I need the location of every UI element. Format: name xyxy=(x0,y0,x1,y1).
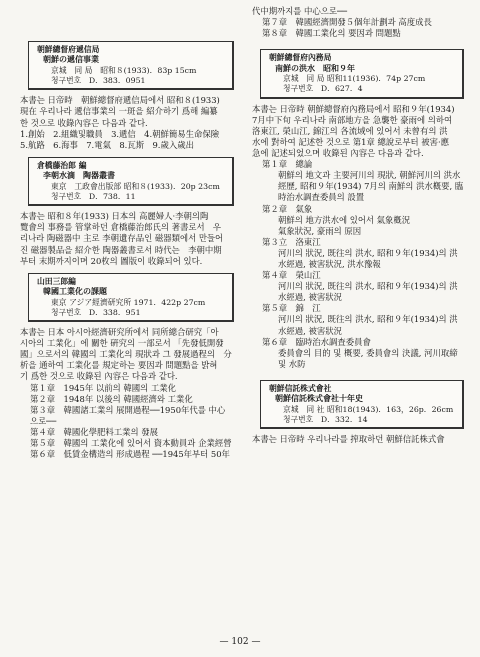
contents-item xyxy=(252,281,472,292)
entry-call-number: 청구번호 D．627．4 xyxy=(283,84,363,94)
contents-item xyxy=(20,405,242,416)
contents-continuation: 水經過, 被害狀況, 洪水豫報 xyxy=(278,258,381,269)
chapter-title: 韓國諸工業의 展開過程──1950年代를 中心 xyxy=(63,404,226,415)
chapter-title: 洛東江 xyxy=(295,236,321,247)
contents-continuation: 河川의 狀況, 既往의 洪水, 昭和９年(1934)의 洪 xyxy=(278,314,458,325)
contents-item xyxy=(20,438,242,449)
desc-line: 本書는 日帝時 우리나라를 搾取하던 朝鮮信託株式會 xyxy=(252,434,445,445)
desc-line: 本書는 日帝時 朝鮮總督府遞信局에서 昭和８(1933) xyxy=(20,95,220,106)
contents-item xyxy=(252,359,472,370)
entry-4-description xyxy=(252,104,472,370)
desc-line: 水에 對하여 記述한 것으로 第1章 總說로부터 被害·應 xyxy=(252,136,449,147)
contents-item xyxy=(252,237,472,248)
contents-item xyxy=(20,427,242,438)
continued-contents xyxy=(252,6,472,39)
contents-continuation: 朝鮮의 地文과 主要河川의 現狀, 朝鮮河川의 洪水 xyxy=(278,170,461,181)
contents-continuation: 氣象狀況, 豪雨의 原因 xyxy=(278,225,362,236)
desc-line: 急에 記述되었으며 收錄된 內容은 다음과 같다. xyxy=(252,148,424,159)
entry-title: 韓國工業化の課題 xyxy=(43,287,107,296)
catalog-entry-3 xyxy=(28,273,234,322)
catalog-entry-2 xyxy=(28,157,234,206)
desc-line: 洛東江, 榮山江, 錦江의 各流域에 있어서 未曾有의 洪 xyxy=(252,125,448,136)
chapter-number: 第３章 xyxy=(30,404,56,415)
contents-continuation: 河川의 狀況, 既往의 洪水, 昭和９年(1934)의 洪 xyxy=(278,281,458,292)
entry-publication: 京城 同 社 昭和18(1943)．163，26p．26cm xyxy=(283,404,454,414)
chapter-title: 韓國의 工業化에 있어서 資本動員과 企業經營 xyxy=(63,438,232,449)
contents-continuation: 水經過, 被害狀況 xyxy=(278,325,342,336)
entry-author: 朝鮮總督府內務局 xyxy=(269,53,332,63)
entry-call-number: 청구번호 D．383．0951 xyxy=(51,76,146,86)
desc-line: 本書는 日帝時 朝鮮總督府內務局에서 昭和９年(1934) xyxy=(252,103,455,114)
chapter-title: 韓國化學肥料工業의 發展 xyxy=(63,426,159,437)
entry-4-contents xyxy=(252,159,472,370)
entry-call-number: 청구번호 D．738．11 xyxy=(51,191,136,201)
desc-line: 本書는 昭和８年(1933) 日本의 高麗婦人·李朝의陶 xyxy=(20,211,209,222)
contents-item xyxy=(252,348,472,359)
desc-line: 5.航路 6.海事 7.電氣 8.瓦斯 9.歲入歲出 xyxy=(20,139,194,150)
left-column xyxy=(20,0,242,466)
contents-item xyxy=(20,449,242,460)
contents-item xyxy=(252,215,472,226)
chapter-number: 第５章 xyxy=(262,303,288,314)
entry-3-contents xyxy=(20,383,242,461)
desc-line: 기 爲한 것으로 收錄된 內容은 다음과 같다. xyxy=(20,371,178,382)
contents-item xyxy=(252,326,472,337)
chapter-number: 第１章 xyxy=(262,159,288,170)
contents-item xyxy=(252,303,472,314)
desc-line: 本書는 日本 아시아經濟研究所에서 同所總合研究「아 xyxy=(20,327,219,338)
chapter-number: 第２章 xyxy=(30,393,56,404)
contents-line: 第７章 韓國經濟開發５個年計劃과 高度成長 xyxy=(262,17,432,28)
chapter-title: 臨時治水調査委員會 xyxy=(295,336,371,347)
chapter-number: 第２章 xyxy=(262,203,288,214)
entry-publication: 東京 アジア經濟研究所 1971．422p 27cm xyxy=(51,297,206,307)
contents-item xyxy=(20,394,242,405)
right-column xyxy=(252,0,472,451)
catalog-entry-1 xyxy=(28,41,234,90)
entry-1-description xyxy=(20,95,242,150)
chapter-number: 第４章 xyxy=(30,426,56,437)
chapter-title: 總論 xyxy=(295,159,313,170)
desc-line: 7月中下旬 우리나라 南部地方을 急襲한 豪雨에 의하여 xyxy=(252,114,453,125)
chapter-number: 第３立 xyxy=(262,236,288,247)
contents-item xyxy=(252,226,472,237)
desc-line: 1.創始 2.組織및職員 3.遞信 4.朝鮮簡易生命保險 xyxy=(20,128,220,139)
desc-line: 現在 우리나라 遞信事業의 一斑을 紹介하기 爲해 編纂 xyxy=(20,106,218,117)
entry-5-description xyxy=(252,434,472,445)
entry-publication: 京城 同 局 昭和８(1933)．83p 15cm xyxy=(51,65,197,75)
desc-line: 覽會의 事務를 管掌하던 倉橋藤治郎氏의 著書로서 우 xyxy=(20,222,221,233)
chapter-number: 第６章 xyxy=(30,449,56,460)
desc-line: 한 것으로 收錄內容은 다음과 같다. xyxy=(20,117,148,128)
entry-author: 朝鮮信託株式會社 xyxy=(269,383,332,393)
contents-item xyxy=(20,416,242,427)
contents-item xyxy=(252,248,472,259)
chapter-number: 第１章 xyxy=(30,382,56,393)
entry-author: 山田三郎編 xyxy=(37,276,76,286)
entry-call-number: 청구번호 D．338．951 xyxy=(51,307,141,317)
contents-item xyxy=(252,314,472,325)
entry-title: 南鮮の洪水 昭和９年 xyxy=(275,63,355,73)
chapter-number: 第４章 xyxy=(262,270,288,281)
desc-line: 리나라 陶磁器中 主로 李朝遺存品인 磁器類에서 만들어 xyxy=(20,233,224,244)
chapter-number: 第５章 xyxy=(30,438,56,449)
chapter-title: 1948年 以後의 韓國經濟와 工業化 xyxy=(63,393,193,404)
contents-continuation: 經歷, 昭和９年(1934) 7月의 南鮮의 洪水槪要, 臨 xyxy=(278,181,464,192)
entry-call-number: 청구번호 D．332．14 xyxy=(283,415,368,425)
desc-line: 부터 末期까지이며 20枚의 圖版이 收錄되어 있다. xyxy=(20,255,203,266)
contents-line: 第８章 韓國工業化의 要因과 問題點 xyxy=(262,28,401,39)
entry-publication: 東京 工政會出版部 昭和８(1933)．20p 23cm xyxy=(51,181,220,191)
chapter-title: 低賃金構造의 形成過程 ──1945年부터 50年 xyxy=(63,449,230,460)
chapter-title: 氣象 xyxy=(295,203,313,214)
contents-continuation: 水經過, 被害狀況 xyxy=(278,292,342,303)
contents-item xyxy=(252,292,472,303)
entry-author: 倉橋藤治郎 編 xyxy=(37,160,87,170)
entry-author: 朝鮮總督府遞信局 xyxy=(37,45,100,54)
contents-continuation: 委員會의 目的 및 概要, 委員會의 決議, 河川取締 xyxy=(278,347,458,358)
desc-line: 國」으로서의 韓國의 工業化의 現狀과 그 發展過程의 分 xyxy=(20,349,232,360)
entry-2-description xyxy=(20,211,242,266)
contents-item xyxy=(252,181,472,192)
contents-item xyxy=(252,259,472,270)
entry-title: 朝鮮の遞信事業 xyxy=(43,55,99,65)
chapter-title: 錦 江 xyxy=(295,303,321,314)
desc-line: 진 磁器製品을 紹介한 陶器叢書로서 時代는 李朝中期 xyxy=(20,244,222,255)
chapter-title: 1945年 以前의 韓國의 工業化 xyxy=(63,382,176,393)
contents-item xyxy=(252,159,472,170)
contents-continuation: 時治水調査委員의 設置 xyxy=(278,192,365,203)
contents-item xyxy=(252,337,472,348)
entry-title: 朝鮮信託株式會社十年史 xyxy=(275,394,363,404)
contents-item xyxy=(252,192,472,203)
desc-line: 析을 通하여 工業化를 規定하는 要因과 問題點을 밝혀 xyxy=(20,360,218,371)
catalog-entry-5 xyxy=(260,380,464,429)
desc-line: 시아의 工業化」에 關한 硏究의 一部로서 「先發低開發 xyxy=(20,338,224,349)
entry-title: 李朝水滴 陶器叢書 xyxy=(43,171,115,181)
entry-publication: 京城 同 局 昭和11(1936)．74p 27cm xyxy=(283,74,426,84)
contents-item xyxy=(252,204,472,215)
contents-item xyxy=(252,270,472,281)
contents-continuation: 河川의 狀況, 既往의 洪水, 昭和９年(1934)의 洪 xyxy=(278,247,458,258)
contents-item xyxy=(252,170,472,181)
contents-continuation: 으로── xyxy=(30,415,57,426)
contents-item xyxy=(20,383,242,394)
contents-continuation: 朝鮮의 地方洪水에 있어서 氣象槪況 xyxy=(278,214,411,225)
page-number: — 102 — xyxy=(219,637,261,647)
catalog-entry-4 xyxy=(260,49,464,98)
contents-continuation: 및 水防 xyxy=(278,358,306,369)
chapter-title: 榮山江 xyxy=(295,270,321,281)
entry-3-description xyxy=(20,327,242,460)
chapter-number: 第６章 xyxy=(262,336,288,347)
contents-line: 代中期까지를 中心으로── xyxy=(252,6,348,16)
